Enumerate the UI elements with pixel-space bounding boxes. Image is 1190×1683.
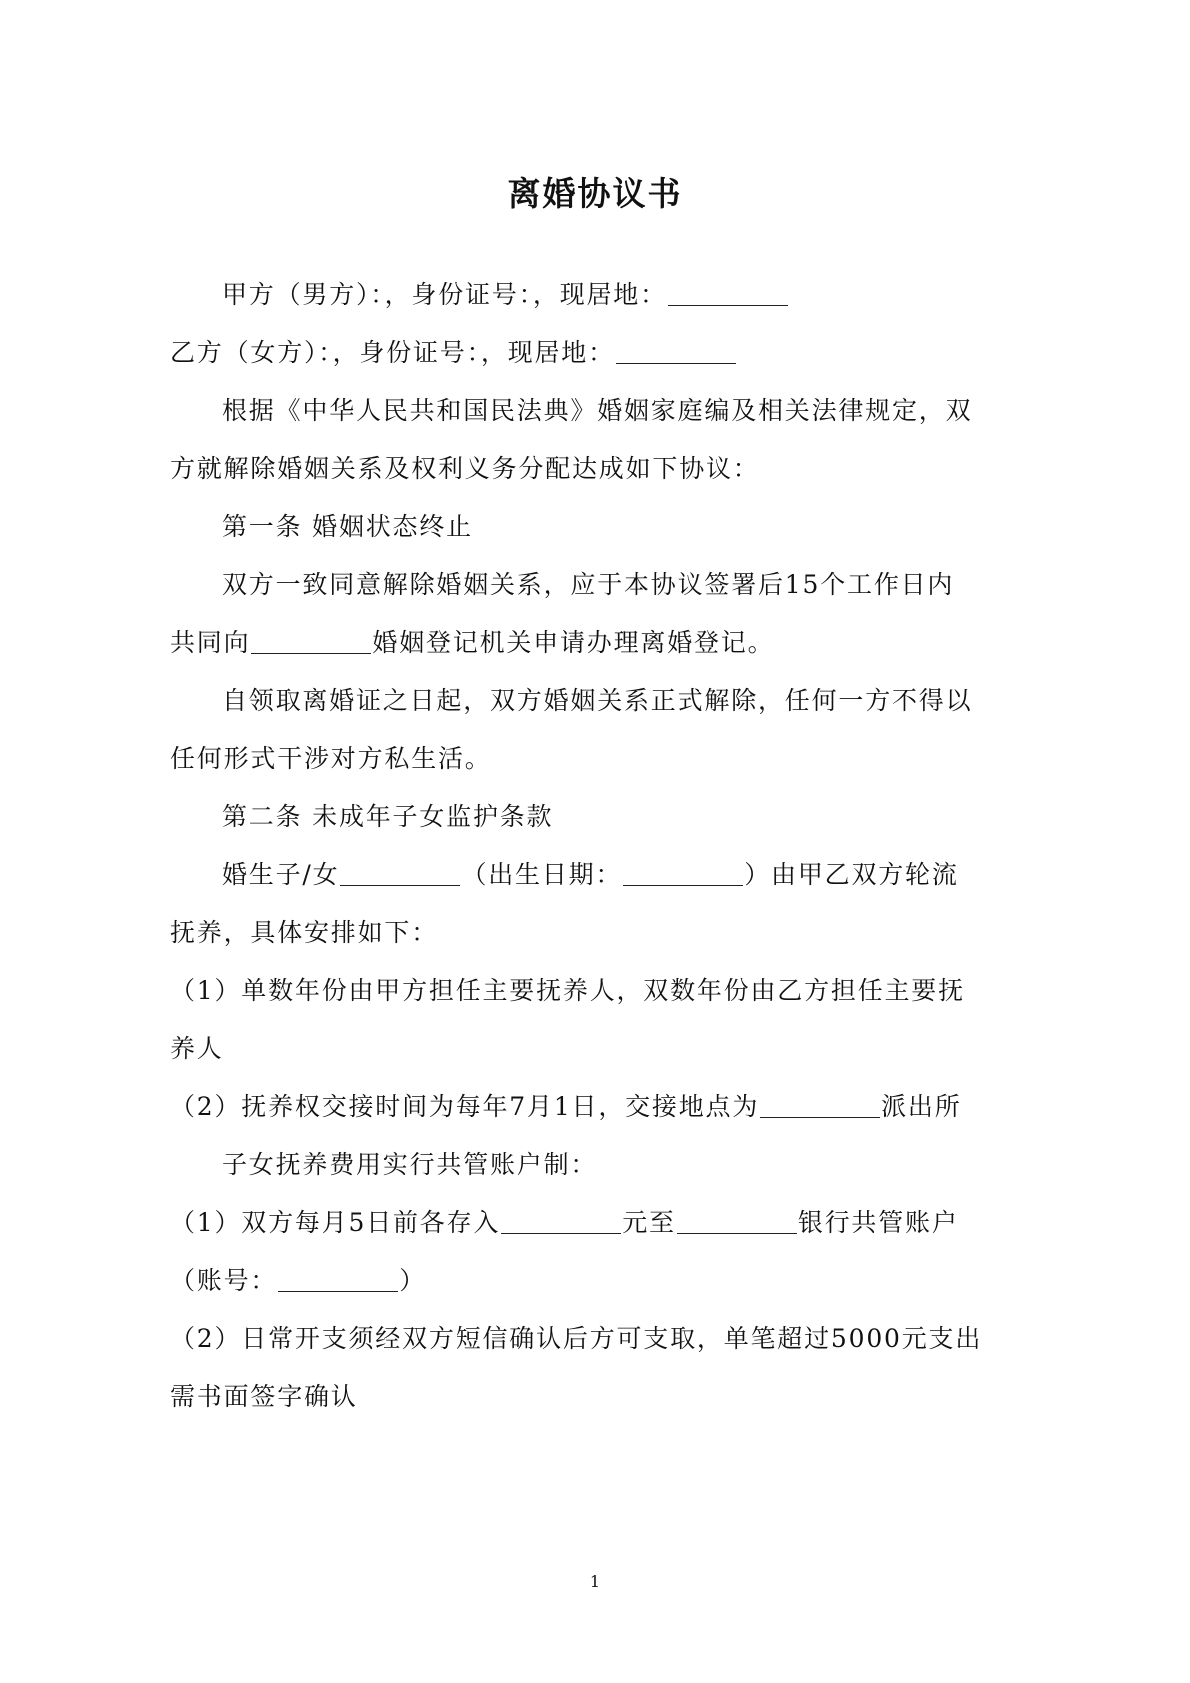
handover-location-blank: [760, 1093, 880, 1118]
intro-line-1: 根据《中华人民共和国民法典》婚姻家庭编及相关法律规定，双: [222, 396, 973, 425]
article1-p2-line2: 任何形式干涉对方私生活。: [170, 744, 492, 773]
fee-item-1-line2: [170, 1264, 426, 1298]
bank-name-blank: [677, 1209, 797, 1234]
deposit-amount-blank: [501, 1209, 621, 1234]
article2-text: 婚生子/女: [222, 860, 340, 889]
custody-item-2: [170, 1090, 962, 1124]
article1-p1-line1: 双方一致同意解除婚姻关系，应于本协议签署后15个工作日内: [222, 570, 955, 599]
party-a-label: 甲方（男方）：，身份证号：，现居地：: [222, 280, 667, 309]
article2-text: （1）双方每月5日前各存入: [170, 1208, 501, 1237]
article2-heading: 第二条 未成年子女监护条款: [222, 802, 554, 831]
article2-text: 元至: [622, 1208, 676, 1237]
party-a-line: [222, 278, 789, 312]
party-a-address-blank: [668, 281, 788, 306]
custody-item-1-line1: （1）单数年份由甲方担任主要抚养人，双数年份由乙方担任主要抚: [170, 976, 965, 1005]
page-number: 1: [589, 1572, 601, 1591]
article1-text: 共同向: [170, 628, 251, 657]
birth-date-blank: [623, 861, 743, 886]
article1-heading: 第一条 婚姻状态终止: [222, 512, 473, 541]
article1-p2-line1: 自领取离婚证之日起，双方婚姻关系正式解除，任何一方不得以: [222, 686, 973, 715]
party-b-line: [170, 336, 737, 370]
article2-text: ）: [399, 1266, 427, 1295]
fee-item-1-line1: [170, 1206, 959, 1240]
child-line-2: 抚养，具体安排如下：: [170, 918, 439, 947]
intro-line-2: 方就解除婚姻关系及权利义务分配达成如下协议：: [170, 454, 760, 483]
fee-item-2-line2: 需书面签字确认: [170, 1382, 358, 1411]
article1-text: 婚姻登记机关申请办理离婚登记。: [372, 628, 775, 657]
document-title: 离婚协议书: [507, 174, 683, 213]
article2-text: （2）抚养权交接时间为每年7月1日，交接地点为: [170, 1092, 760, 1121]
registry-office-blank: [251, 629, 371, 654]
fee-heading: 子女抚养费用实行共管账户制：: [222, 1150, 598, 1179]
article1-p1-line2: [170, 626, 774, 660]
fee-item-2-line1: （2）日常开支须经双方短信确认后方可支取，单笔超过5000元支出: [170, 1324, 983, 1353]
article2-text: （账号：: [170, 1266, 278, 1295]
party-b-address-blank: [616, 339, 736, 364]
custody-item-1-line2: 养人: [170, 1034, 224, 1063]
child-line: [222, 858, 959, 892]
article2-text: 派出所: [881, 1092, 962, 1121]
account-number-blank: [278, 1267, 398, 1292]
article2-text: 银行共管账户: [797, 1208, 959, 1237]
party-b-label: 乙方（女方）：，身份证号：，现居地：: [170, 338, 615, 367]
child-name-blank: [340, 861, 460, 886]
article2-text: （出生日期：: [461, 860, 623, 889]
article2-text: ）由甲乙双方轮流: [744, 860, 959, 889]
